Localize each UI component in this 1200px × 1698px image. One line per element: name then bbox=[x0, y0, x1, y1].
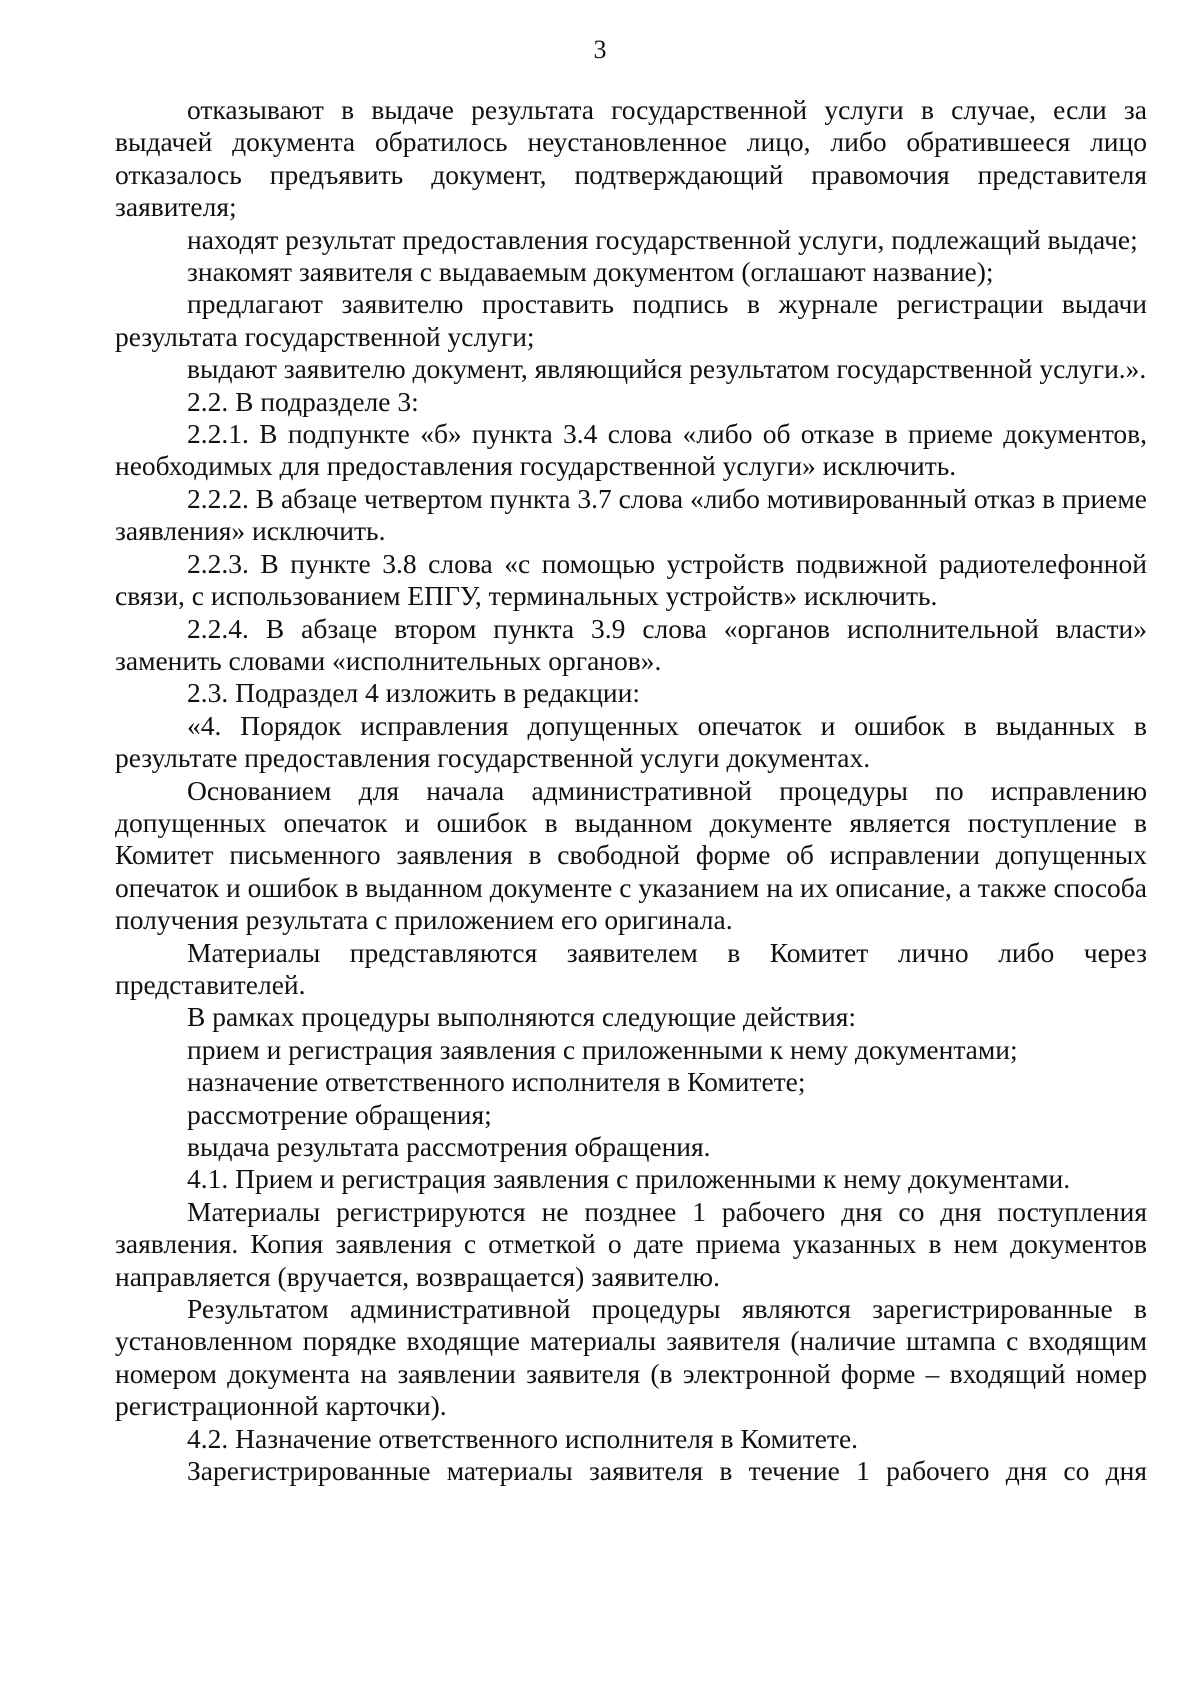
paragraph: знакомят заявителя с выдаваемым документом (оглашают название); bbox=[187, 256, 994, 288]
paragraph: 2.2. В подразделе 3: bbox=[187, 385, 419, 417]
paragraph: 4.2. Назначение ответственного исполнителя в Комитете. bbox=[187, 1422, 859, 1454]
paragraph: рассмотрение обращения; bbox=[187, 1098, 492, 1130]
paragraph: назначение ответственного исполнителя в Комитете; bbox=[187, 1066, 806, 1098]
paragraph: 2.2.1. В подпункте «б» пункта 3.4 слова «либо об отказе в приеме документов, необходимых для предоставления государственной услуги» исключить. bbox=[115, 418, 1147, 482]
paragraph: Материалы представляются заявителем в Комитет лично либо через представителей. bbox=[115, 936, 1147, 1000]
paragraph: Основанием для начала административной процедуры по исправлению допущенных опечаток и ошибок в выданном документе является поступление в Комитет письменного заявления в свободной форме об исправлении допущенных опечаток и ошибок в выданном документе с указанием на их описание, а также способа получения результата с приложением его оригинала. bbox=[115, 774, 1147, 936]
paragraph: Результатом административной процедуры являются зарегистрированные в установленном порядке входящие материалы заявителя (наличие штампа с входящим номером документа на заявлении заявителя (в электронной форме – входящий номер регистрационной карточки). bbox=[115, 1293, 1147, 1422]
page-number: 3 bbox=[593, 35, 607, 64]
paragraph: выдача результата рассмотрения обращения. bbox=[187, 1131, 711, 1162]
paragraph: находят результат предоставления государственной услуги, подлежащий выдаче; bbox=[187, 223, 1138, 255]
paragraph: Зарегистрированные материалы заявителя в течение 1 рабочего дня со дня bbox=[187, 1455, 1147, 1487]
paragraph: 2.3. Подраздел 4 изложить в редакции: bbox=[187, 677, 640, 709]
paragraph: В рамках процедуры выполняются следующие действия: bbox=[187, 1001, 857, 1033]
paragraph: «4. Порядок исправления допущенных опечаток и ошибок в выданных в результате предоставления государственной услуги документах. bbox=[115, 709, 1147, 774]
paragraph: 4.1. Прием и регистрация заявления с приложенными к нему документами. bbox=[187, 1163, 1071, 1195]
paragraph: 2.2.2. В абзаце четвертом пункта 3.7 слова «либо мотивированный отказ в приеме заявления» исключить. bbox=[115, 482, 1147, 547]
paragraph: выдают заявителю документ, являющийся результатом государственной услуги.». bbox=[187, 353, 1147, 385]
paragraph: прием и регистрация заявления с приложенными к нему документами; bbox=[187, 1033, 1018, 1065]
paragraph: 2.2.4. В абзаце втором пункта 3.9 слова «органов исполнительной власти» заменить словами «исполнительных органов». bbox=[115, 612, 1147, 676]
document-body bbox=[115, 94, 1147, 1487]
paragraph: отказывают в выдаче результата государственной услуги в случае, если за выдачей документа обратилось неустановленное лицо, либо обратившееся лицо отказалось предъявить документ, подтверждающий правомочия представителя заявителя; bbox=[115, 94, 1147, 223]
paragraph: предлагают заявителю проставить подпись в журнале регистрации выдачи результата государственной услуги; bbox=[115, 288, 1147, 352]
paragraph: Материалы регистрируются не позднее 1 рабочего дня со дня поступления заявления. Копия заявления с отметкой о дате приема указанных в нем документов направляется (вручается, возвращается) заявителю. bbox=[115, 1195, 1147, 1292]
paragraph: 2.2.3. В пункте 3.8 слова «с помощью устройств подвижной радиотелефонной связи, с использованием ЕПГУ, терминальных устройств» исключить. bbox=[115, 547, 1147, 612]
